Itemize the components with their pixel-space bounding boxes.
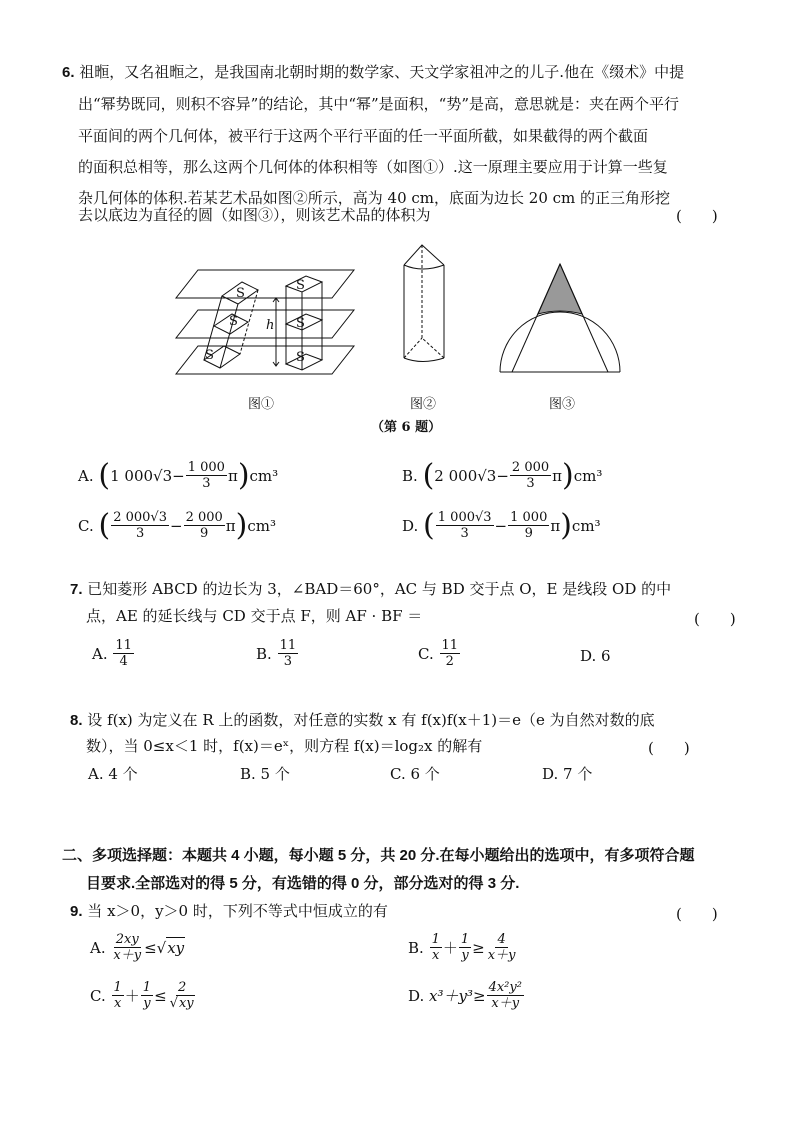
fig1-caption: 图① [248,397,275,412]
fig1-label-s-bottom-left: S [205,348,214,363]
q7-number: 7. [70,581,83,598]
q6-d-fraction-2: $\frac{1 000}{9}$ [510,510,548,541]
q9-option-b[interactable]: B. $\frac{1}{x}$ ＋ $\frac{1}{y}$ ≥ $\frac{4}{x+y}$ [408,932,516,963]
q7-option-c[interactable]: C. $\frac{11}{2}$ [418,638,459,669]
q8-option-d[interactable]: D. 7 个 [542,765,593,783]
q9-number: 9. [70,903,83,920]
figure-2-diagram [400,243,450,378]
q6-option-d[interactable]: D. ( $\frac{1 000√3}{3}$ − $\frac{1 000}{9}$ π ) cm³ [402,507,601,543]
figure-title: （第 6 题） [371,420,442,435]
fig1-label-s-top-right: S [296,278,305,293]
q8-option-a[interactable]: A. 4 个 [88,765,138,783]
q7-line-2: 点，AE 的延长线与 CD 交于点 F，则 AF · BF ＝ [86,607,423,625]
q7-option-a[interactable]: A. $\frac{11}{4}$ [92,638,132,669]
q6-option-c[interactable]: C. ( $\frac{2 000√3}{3}$ − $\frac{2 000}{9}$ π ) cm³ [78,507,277,543]
q7-option-b[interactable]: B. $\frac{11}{3}$ [256,638,297,669]
q6-answer-paren: ( ) [676,207,718,225]
fig1-label-s-mid-right: S [296,316,305,331]
q6-c-fraction-1: $\frac{2 000√3}{3}$ [113,510,167,541]
q6-number: 6. [62,64,75,81]
q9-option-a[interactable]: A. $\frac{2xy}{x+y}$ ≤ √ xy [90,932,185,963]
q7-option-d[interactable]: D. 6 [580,647,611,665]
q8-option-b[interactable]: B. 5 个 [240,765,290,783]
q6-d-fraction-1: $\frac{1 000√3}{3}$ [437,510,492,541]
fig1-label-s-top-left: S [236,286,245,301]
q6-line-2: 出“幂势既同，则积不容异”的结论，其中“幂”是面积，“势”是高，意思就是：夹在两个平行 [78,95,680,113]
q6-line-6: 去以底边为直径的圆（如图③），则该艺术品的体积为 [78,206,431,224]
q6-c-fraction-2: $\frac{2 000}{9}$ [185,510,223,541]
q9-option-c[interactable]: C. $\frac{1}{x}$ ＋ $\frac{1}{y}$ ≤ $\frac{2}{√xy}$ [90,980,194,1011]
fig2-caption: 图② [410,397,437,412]
q6-line-4: 的面积总相等，那么这两个几何体的体积相等（如图①）.这一原理主要应用于计算一些复 [78,158,668,176]
q8-line-2: 数），当 0≤x＜1 时，f(x)＝eˣ，则方程 f(x)＝log₂x 的解有 [86,737,483,755]
fig3-caption: 图③ [549,397,576,412]
q9-stem: 9. 当 x＞0，y＞0 时，下列不等式中恒成立的有 [70,902,388,920]
q7-answer-paren: ( ) [694,610,736,628]
q6-a-fraction: $\frac{1 000}{3}$ [187,460,225,491]
q6-line-5: 杂几何体的体积.若某艺术品如图②所示，高为 40 cm，底面为边长 20 cm 的正三角形挖 [78,189,671,207]
q6-line-3: 平面间的两个几何体，被平行于这两个平行平面的任一平面所截，如果截得的两个截面 [78,127,649,145]
q6-option-a[interactable]: A. ( 1 000√3 − $\frac{1 000}{3}$ π ) cm³ [78,457,279,493]
q7-line-1: 7. 已知菱形 ABCD 的边长为 3，∠BAD＝60°，AC 与 BD 交于点 O，E 是线段 OD 的中 [70,580,672,598]
fig1-label-s-bottom-right: S [296,350,305,365]
q9-answer-paren: ( ) [676,905,718,923]
section-2-heading-line-1: 二、多项选择题：本题共 4 小题，每小题 5 分，共 20 分.在每小题给出的选项中，有多项符合题 [62,847,695,864]
section-2-heading-line-2: 目要求.全部选对的得 5 分，有选错的得 0 分，部分选对的得 3 分. [86,875,520,892]
q6-b-fraction: $\frac{2 000}{3}$ [511,460,550,491]
q8-answer-paren: ( ) [648,739,690,757]
q6-line-1: 6. 祖暅，又名祖暅之，是我国南北朝时期的数学家、天文学家祖冲之的儿子.他在《缀术》中提 [62,63,685,81]
q8-line-1: 8. 设 f(x) 为定义在 R 上的函数，对任意的实数 x 有 f(x)f(x＋1)＝e（e 为自然对数的底 [70,711,655,729]
q9-option-d[interactable]: D. x³＋y³≥ $\frac{\text{4x²y²}}{x+y}$ [408,980,522,1011]
q8-number: 8. [70,712,83,729]
q6-option-b[interactable]: B. ( 2 000√3 − $\frac{2 000}{3}$ π ) cm³ [402,457,603,493]
figure-3-diagram [498,262,623,374]
fig1-label-s-mid-left: S [229,314,238,329]
q8-option-c[interactable]: C. 6 个 [390,765,440,783]
fig1-label-h: h [266,318,275,333]
